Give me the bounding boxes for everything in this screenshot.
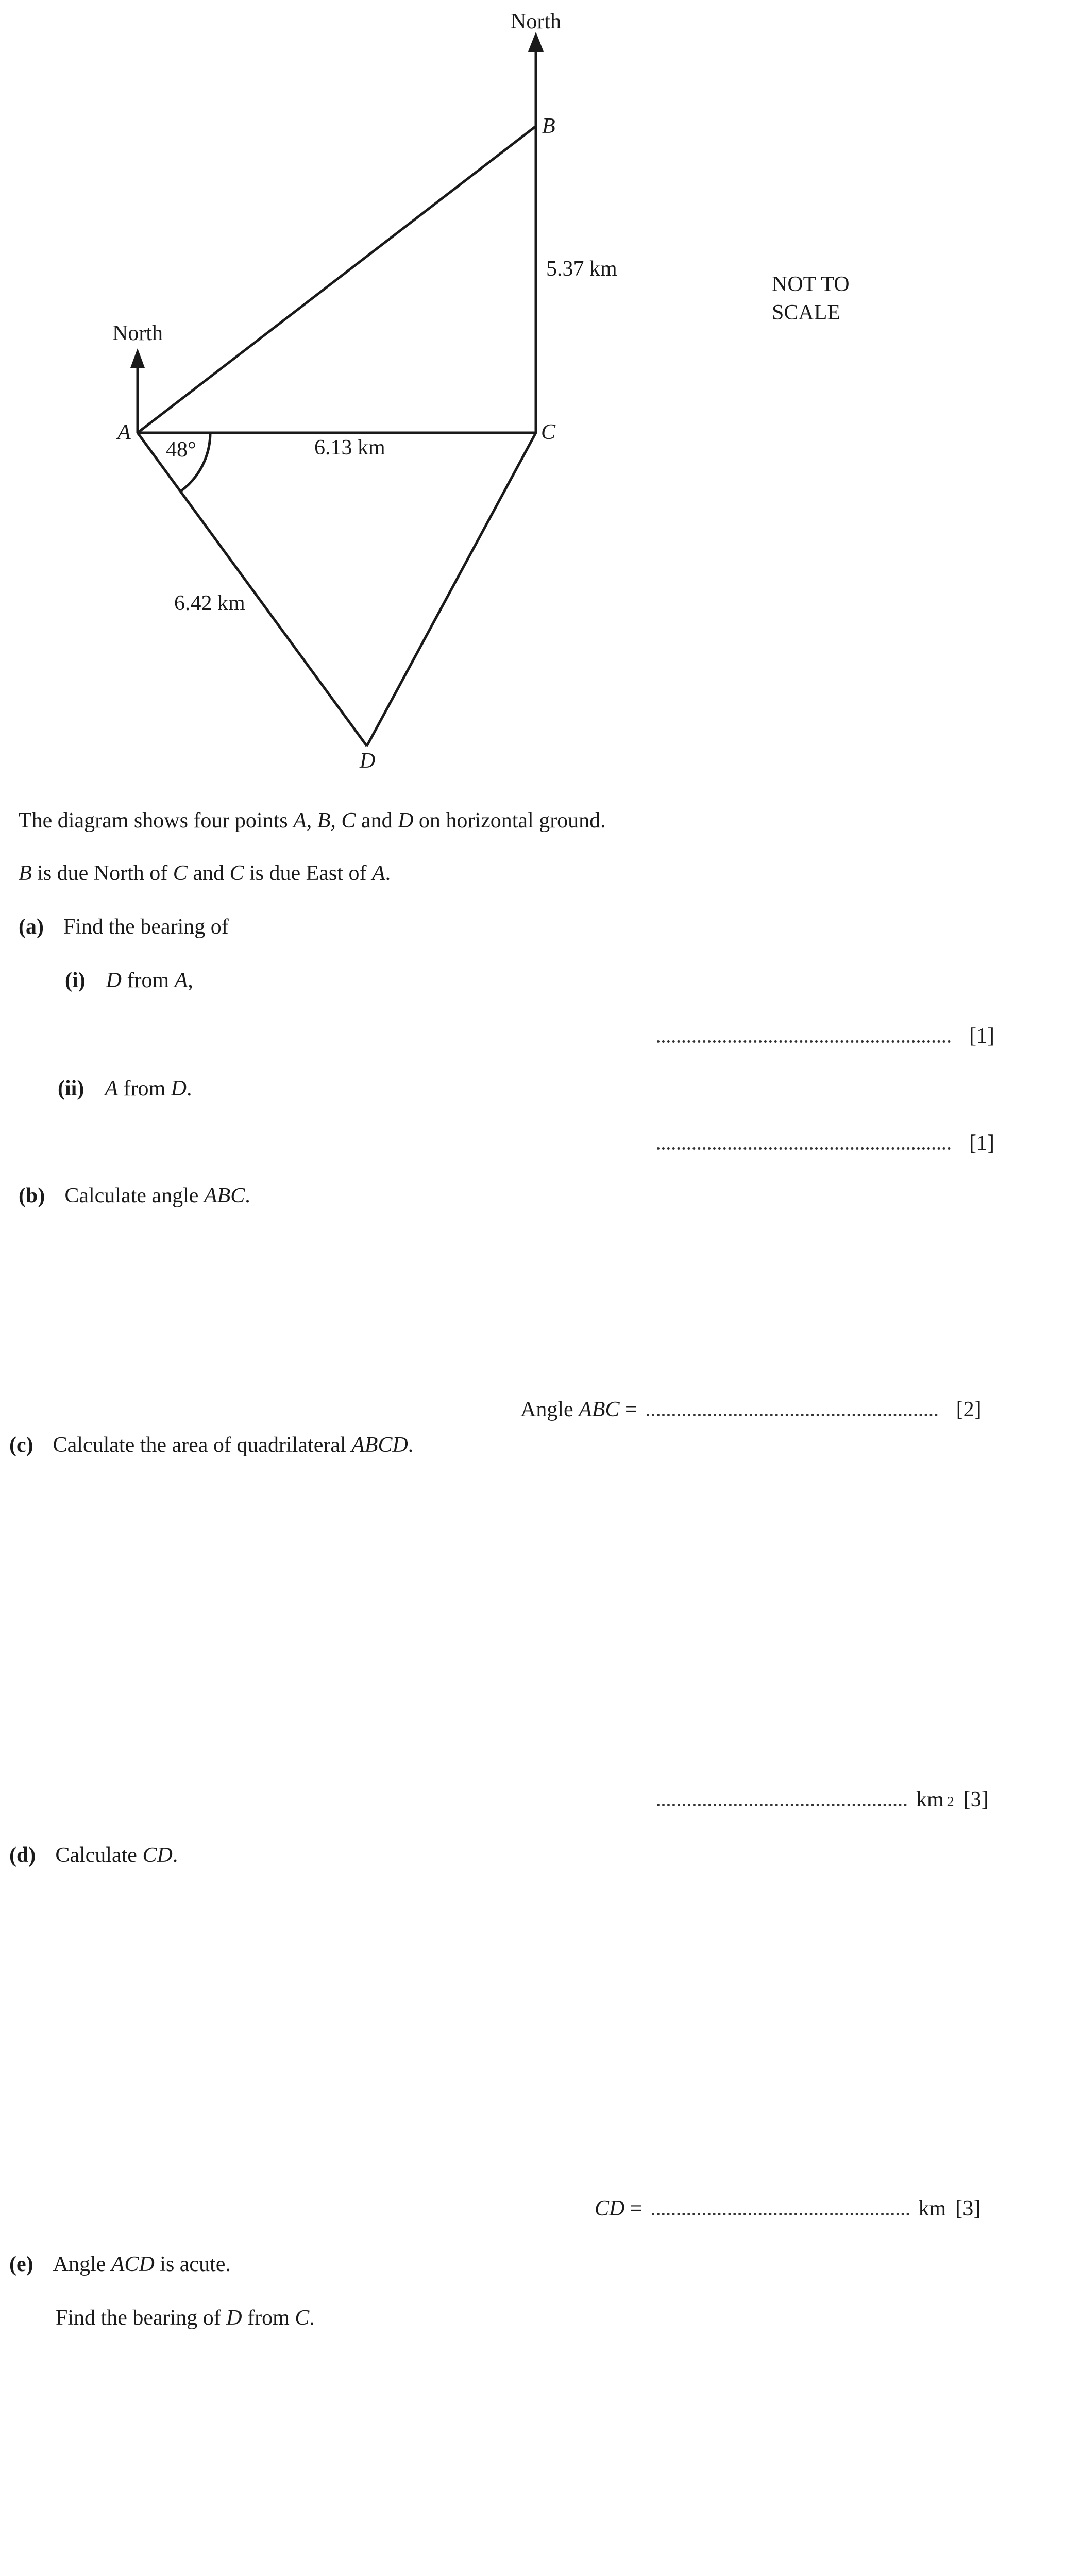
part-c-heading: (c) Calculate the area of quadrilateral ABCD. <box>9 1433 414 1457</box>
point-b-label: B <box>542 114 555 138</box>
ad-length-label: 6.42 km <box>174 591 245 615</box>
part-a-i-label: (i) <box>65 969 86 992</box>
part-c-answer <box>657 1789 989 1810</box>
unit-c-sup: 2 <box>946 1794 954 1810</box>
part-e-heading: (e) Angle ACD is acute. <box>9 2252 231 2276</box>
marks-c: [3] <box>963 1788 989 1811</box>
part-b-heading: (b) Calculate angle ABC. <box>19 1184 250 1208</box>
answer-line-c[interactable] <box>657 1804 907 1806</box>
part-a-ii: (ii) A from D. <box>58 1077 192 1100</box>
part-d-heading: (d) Calculate CD. <box>9 1843 178 1867</box>
part-e-label: (e) <box>9 2252 33 2276</box>
marks-a-i: [1] <box>969 1024 994 1048</box>
answer-line-a-ii[interactable] <box>657 1147 951 1150</box>
north-arrow-head-c <box>528 32 544 52</box>
point-c-label: C <box>541 420 556 444</box>
part-a-i: (i) D from A, <box>65 969 193 992</box>
marks-a-ii: [1] <box>969 1131 994 1155</box>
intro-line-1: The diagram shows four points A, B, C and D on horizontal ground. <box>19 809 606 833</box>
part-d-answer <box>595 2198 980 2219</box>
bearing-diagram <box>0 0 1082 793</box>
part-d-label: (d) <box>9 1843 36 1867</box>
unit-d: km <box>918 2197 946 2221</box>
north-label-a: North <box>112 321 163 345</box>
marks-d: [3] <box>955 2197 981 2221</box>
part-e-instruction: Find the bearing of D from C. <box>56 2306 315 2330</box>
intro-line-2: B is due North of C and C is due East of A. <box>19 861 391 885</box>
part-a-label: (a) <box>19 915 44 939</box>
part-b-answer <box>520 1399 982 1420</box>
marks-b: [2] <box>956 1398 982 1421</box>
part-a-i-answer <box>657 1025 994 1047</box>
angle-48-label: 48° <box>166 438 196 462</box>
answer-prefix-d: CD = <box>595 2197 643 2221</box>
part-a-heading <box>19 916 229 938</box>
bc-length-label: 5.37 km <box>546 257 617 281</box>
part-a-ii-answer <box>657 1132 994 1154</box>
north-arrow-head-a <box>130 348 145 368</box>
line-ab <box>138 126 536 433</box>
point-d-label: D <box>360 749 376 773</box>
line-ad <box>138 433 367 746</box>
part-a-text: Find the bearing of <box>63 915 229 939</box>
ac-length-label: 6.13 km <box>314 436 385 460</box>
line-cd <box>367 433 536 746</box>
answer-line-a-i[interactable] <box>657 1040 951 1043</box>
part-b-label: (b) <box>19 1184 45 1208</box>
answer-line-d[interactable] <box>652 2213 909 2215</box>
part-c-label: (c) <box>9 1433 33 1457</box>
not-to-scale-line1: NOT TO <box>772 273 850 296</box>
unit-c: km <box>916 1788 944 1811</box>
north-label-top: North <box>511 10 561 33</box>
point-a-label: A <box>117 420 131 444</box>
answer-prefix-b: Angle ABC = <box>520 1398 637 1421</box>
part-a-ii-label: (ii) <box>58 1077 84 1100</box>
not-to-scale-line2: SCALE <box>772 301 841 325</box>
answer-line-b[interactable] <box>647 1414 938 1416</box>
